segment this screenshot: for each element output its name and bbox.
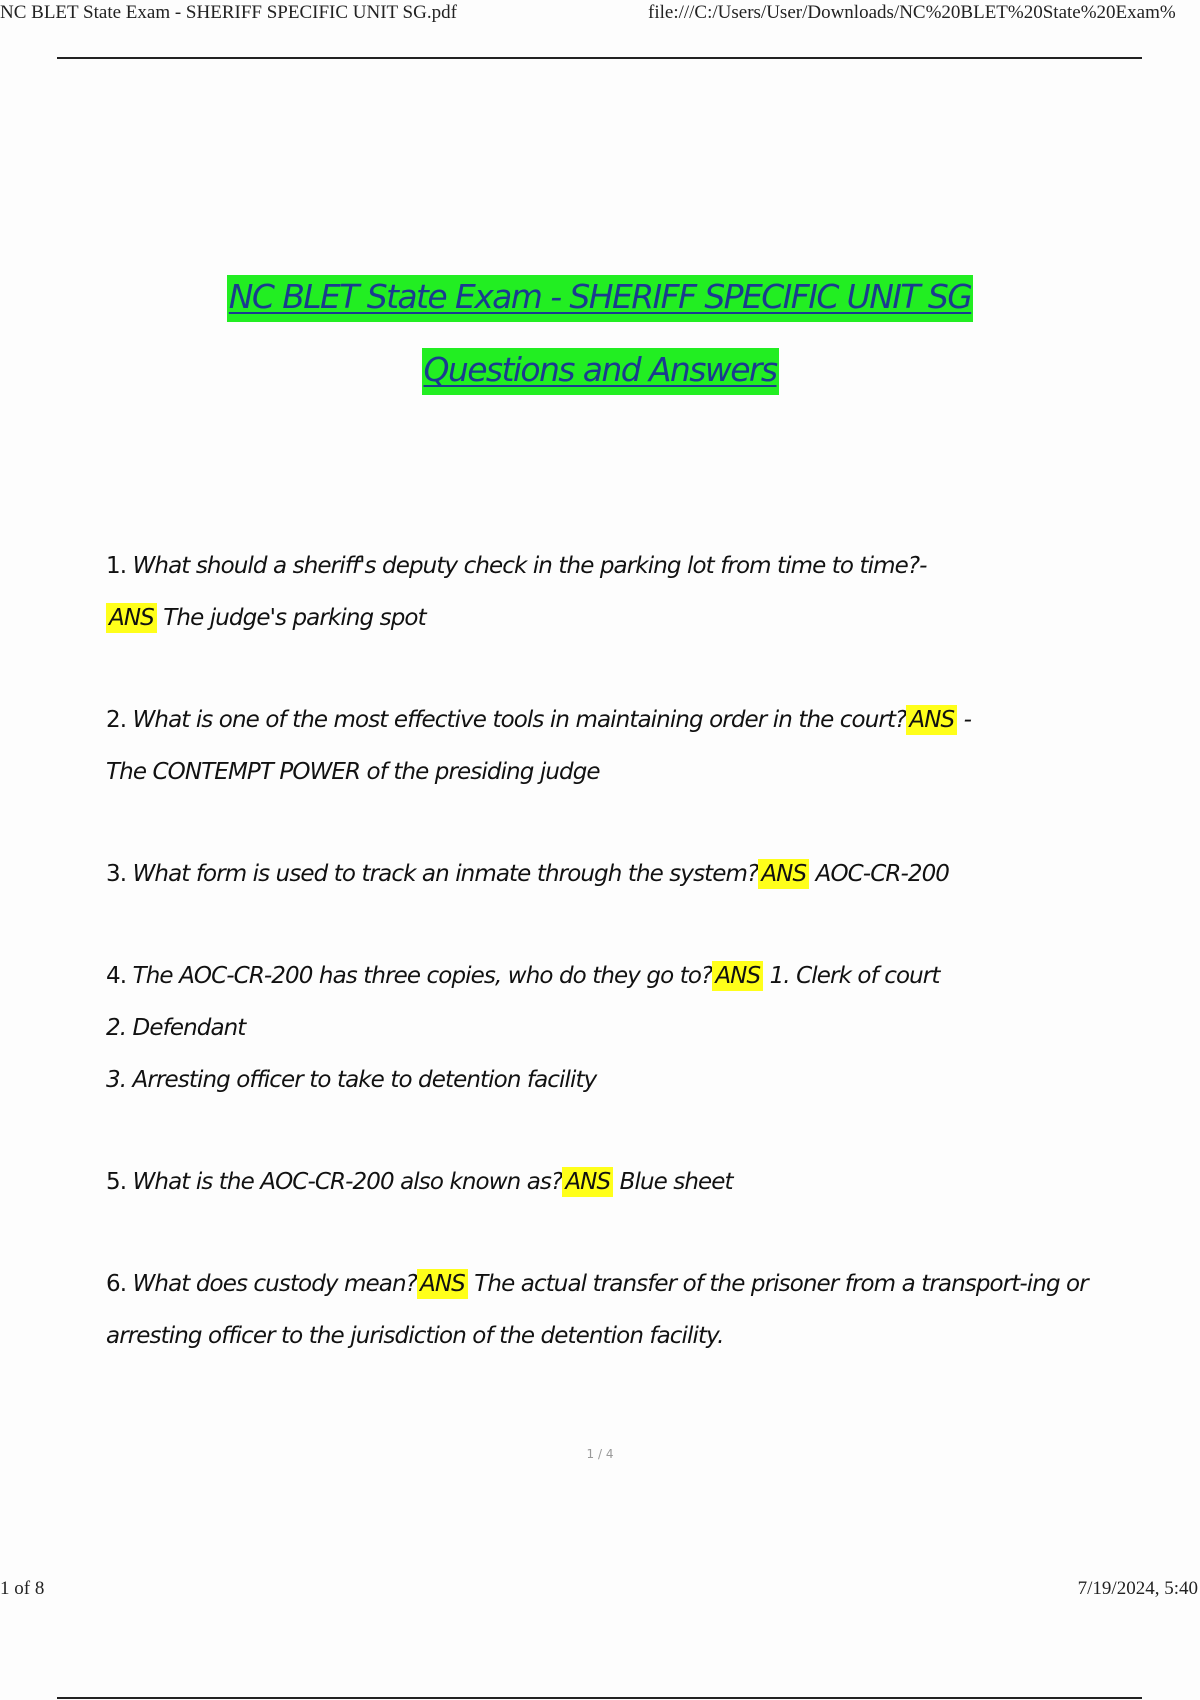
question-number: 6. <box>106 1271 127 1297</box>
answer-text: The judge's parking spot <box>163 605 426 631</box>
question-line <box>106 950 1126 1002</box>
document-title: NC BLET State Exam - SHERIFF SPECIFIC UNIT SG <box>227 275 973 322</box>
answer-text: The CONTEMPT POWER of the presiding judge <box>106 759 600 785</box>
answer-text: 1. Clerk of court <box>769 963 940 989</box>
title-block <box>0 275 1200 395</box>
answer-line <box>106 592 1126 644</box>
print-timestamp: 7/19/2024, 5:40 <box>1077 1578 1198 1599</box>
question-number: 3. <box>106 861 127 887</box>
question-line <box>106 540 1126 592</box>
question-number: 4. <box>106 963 127 989</box>
ans-label: ANS <box>562 1167 613 1197</box>
ans-label: ANS <box>758 859 809 889</box>
ans-label: ANS <box>417 1269 468 1299</box>
answer-text: The actual transfer of the prisoner from a transport-ing or <box>474 1271 1088 1297</box>
qa-item-4 <box>106 950 1126 1106</box>
footer-divider <box>57 1697 1142 1699</box>
qa-item-2 <box>106 694 1126 798</box>
question-number: 2. <box>106 707 127 733</box>
question-line <box>106 848 1126 900</box>
qa-list <box>106 540 1126 1412</box>
qa-item-5 <box>106 1156 1126 1208</box>
question-number: 1. <box>106 553 127 579</box>
qa-item-1 <box>106 540 1126 644</box>
print-page-count: 1 of 8 <box>0 1578 45 1599</box>
answer-line: 3. Arresting officer to take to detention facility <box>106 1067 597 1093</box>
answer-line: arresting officer to the jurisdiction of the detention facility. <box>106 1323 724 1349</box>
page-indicator: 1 / 4 <box>586 1447 614 1461</box>
answer-line: 2. Defendant <box>106 1015 246 1041</box>
question-number: 5. <box>106 1169 127 1195</box>
answer-text: AOC-CR-200 <box>815 861 950 887</box>
print-header <box>0 0 1200 26</box>
question-line <box>106 1156 1126 1208</box>
question-text: What should a sheriff's deputy check in the parking lot from time to time?- <box>132 553 927 579</box>
answer-dash: - <box>963 707 972 733</box>
document-subtitle: Questions and Answers <box>422 348 779 395</box>
question-text: What form is used to track an inmate through the system? <box>132 861 759 887</box>
document-name: NC BLET State Exam - SHERIFF SPECIFIC UNIT SG.pdf <box>0 2 457 23</box>
ans-label: ANS <box>712 961 763 991</box>
question-line <box>106 1258 1126 1310</box>
question-text: What is the AOC-CR-200 also known as? <box>132 1169 563 1195</box>
qa-item-6 <box>106 1258 1126 1362</box>
question-line <box>106 694 1126 746</box>
question-text: What is one of the most effective tools in maintaining order in the court? <box>132 707 907 733</box>
question-text: What does custody mean? <box>132 1271 417 1297</box>
file-url: file:///C:/Users/User/Downloads/NC%20BLET%20State%20Exam% <box>648 2 1176 23</box>
answer-line <box>106 746 1126 798</box>
answer-text: Blue sheet <box>619 1169 733 1195</box>
ans-label: ANS <box>106 603 157 633</box>
ans-label: ANS <box>906 705 957 735</box>
qa-item-3 <box>106 848 1126 900</box>
header-divider <box>57 57 1142 59</box>
question-text: The AOC-CR-200 has three copies, who do they go to? <box>132 963 713 989</box>
